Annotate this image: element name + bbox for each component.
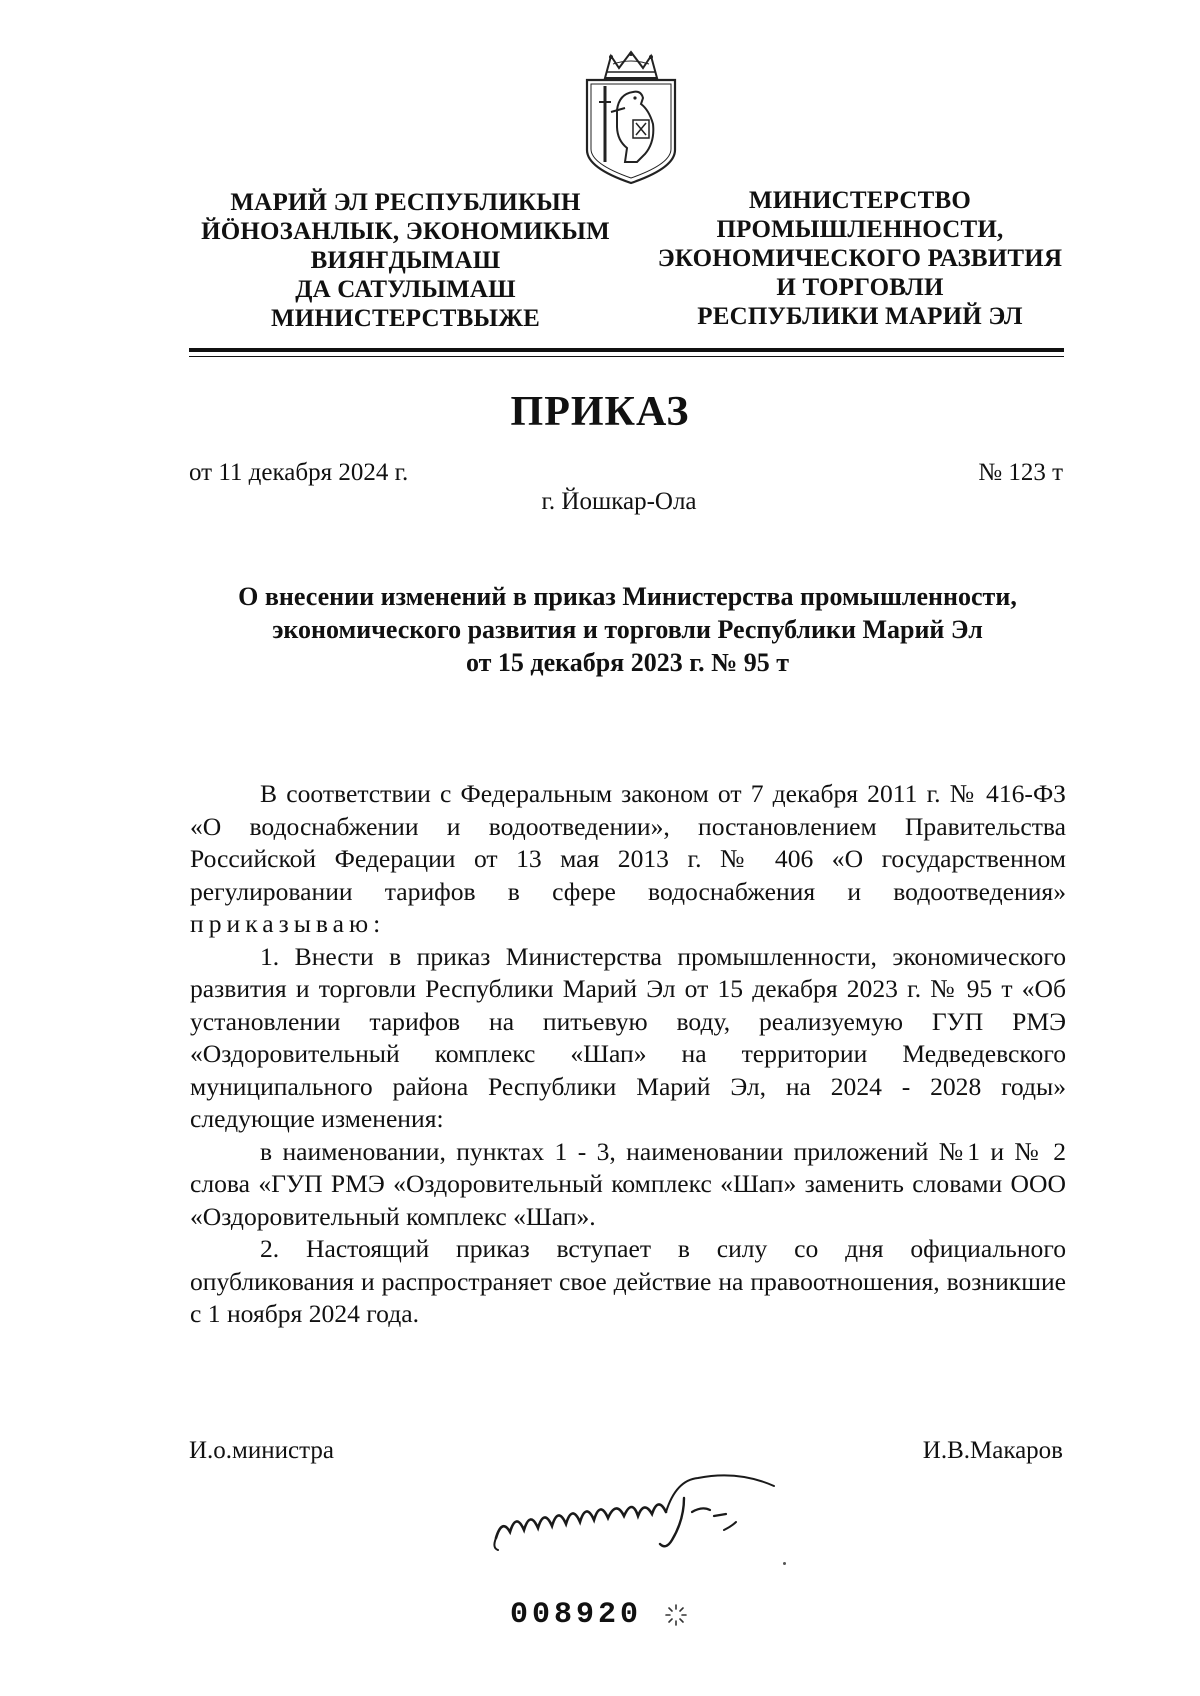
coat-of-arms-icon [583, 50, 679, 185]
preamble-text: В соответствии с Федеральным законом от 7 декабря 2011 г. № 416-ФЗ «О водоснабжении и водоотведении», постановлением Правительства Российской Федерации от 13 мая 2013 г. № 406 «О государственном регулировании тарифов в сфере водоснабжения и водоотведения» [190, 779, 1066, 906]
header-russian-name [650, 186, 1070, 331]
header-divider-thick [189, 348, 1064, 352]
header-left-line: МАРИЙ ЭЛ РЕСПУБЛИКЫН [230, 189, 581, 216]
header-mari-name [178, 188, 633, 333]
header-left-line: ВИЯҤДЫМАШ [310, 247, 501, 274]
header-right-line: ПРОМЫШЛЕННОСТИ, [716, 216, 1004, 243]
document-date: от 11 декабря 2024 г. [189, 459, 409, 486]
body-item-1-change: в наименовании, пунктах 1 - 3, наименовании приложений №1 и № 2 слова «ГУП РМЭ «Оздоровительный комплекс «Шап» заменить словами ООО «Оздоровительный комплекс «Шап». [190, 1136, 1066, 1231]
order-word: приказываю: [190, 909, 386, 938]
header-right-line: РЕСПУБЛИКИ МАРИЙ ЭЛ [697, 303, 1023, 330]
serial-rosette-icon [664, 1603, 688, 1627]
document-number: № 123 т [978, 459, 1063, 486]
handwritten-signature-icon [488, 1460, 818, 1560]
header-left-line: ДА САТУЛЫМАШ [295, 276, 516, 303]
body-item-2: 2. Настоящий приказ вступает в силу со дня официального опубликования и распространяет свое действие на правоотношения, возникшие с 1 ноября 2024 года. [190, 1234, 1066, 1328]
subject-line: экономического развития и торговли Республики Марий Эл [272, 615, 983, 644]
header-left-line: МИНИСТЕРСТВЫЖЕ [270, 305, 541, 332]
document-type-title: ПРИКАЗ [510, 389, 690, 435]
document-body [190, 778, 1066, 1331]
serial-number: 008920 [510, 1598, 643, 1632]
header-right-line: И ТОРГОВЛИ [776, 274, 944, 301]
ink-dot [783, 1562, 786, 1565]
header-divider-thin [189, 356, 1064, 357]
document-city: г. Йошкар-Ола [541, 488, 697, 515]
header-left-line: ЙӦНОЗАНЛЫК, ЭКОНОМИКЫМ [201, 218, 610, 245]
body-item-1: 1. Внести в приказ Министерства промышленности, экономического развития и торговли Республики Марий Эл от 15 декабря 2023 г. № 95 т «Об установлении тарифов на питьевую воду, реализуемую ГУП РМЭ «Оздоровительный комплекс «Шап» на территории Медведевского муниципального района Республики Марий Эл, на 2024 - 2028 годы» следующие изменения: [190, 941, 1066, 1133]
header-right-line: МИНИСТЕРСТВО [748, 187, 972, 214]
signer-name: И.В.Макаров [922, 1437, 1063, 1464]
subject-line: от 15 декабря 2023 г. № 95 т [465, 648, 789, 677]
header-right-line: ЭКОНОМИЧЕСКОГО РАЗВИТИЯ [657, 245, 1063, 272]
body-preamble [190, 778, 1066, 941]
signer-role: И.о.министра [189, 1437, 334, 1464]
document-subject [190, 580, 1065, 679]
subject-line: О внесении изменений в приказ Министерства промышленности, [238, 582, 1017, 611]
